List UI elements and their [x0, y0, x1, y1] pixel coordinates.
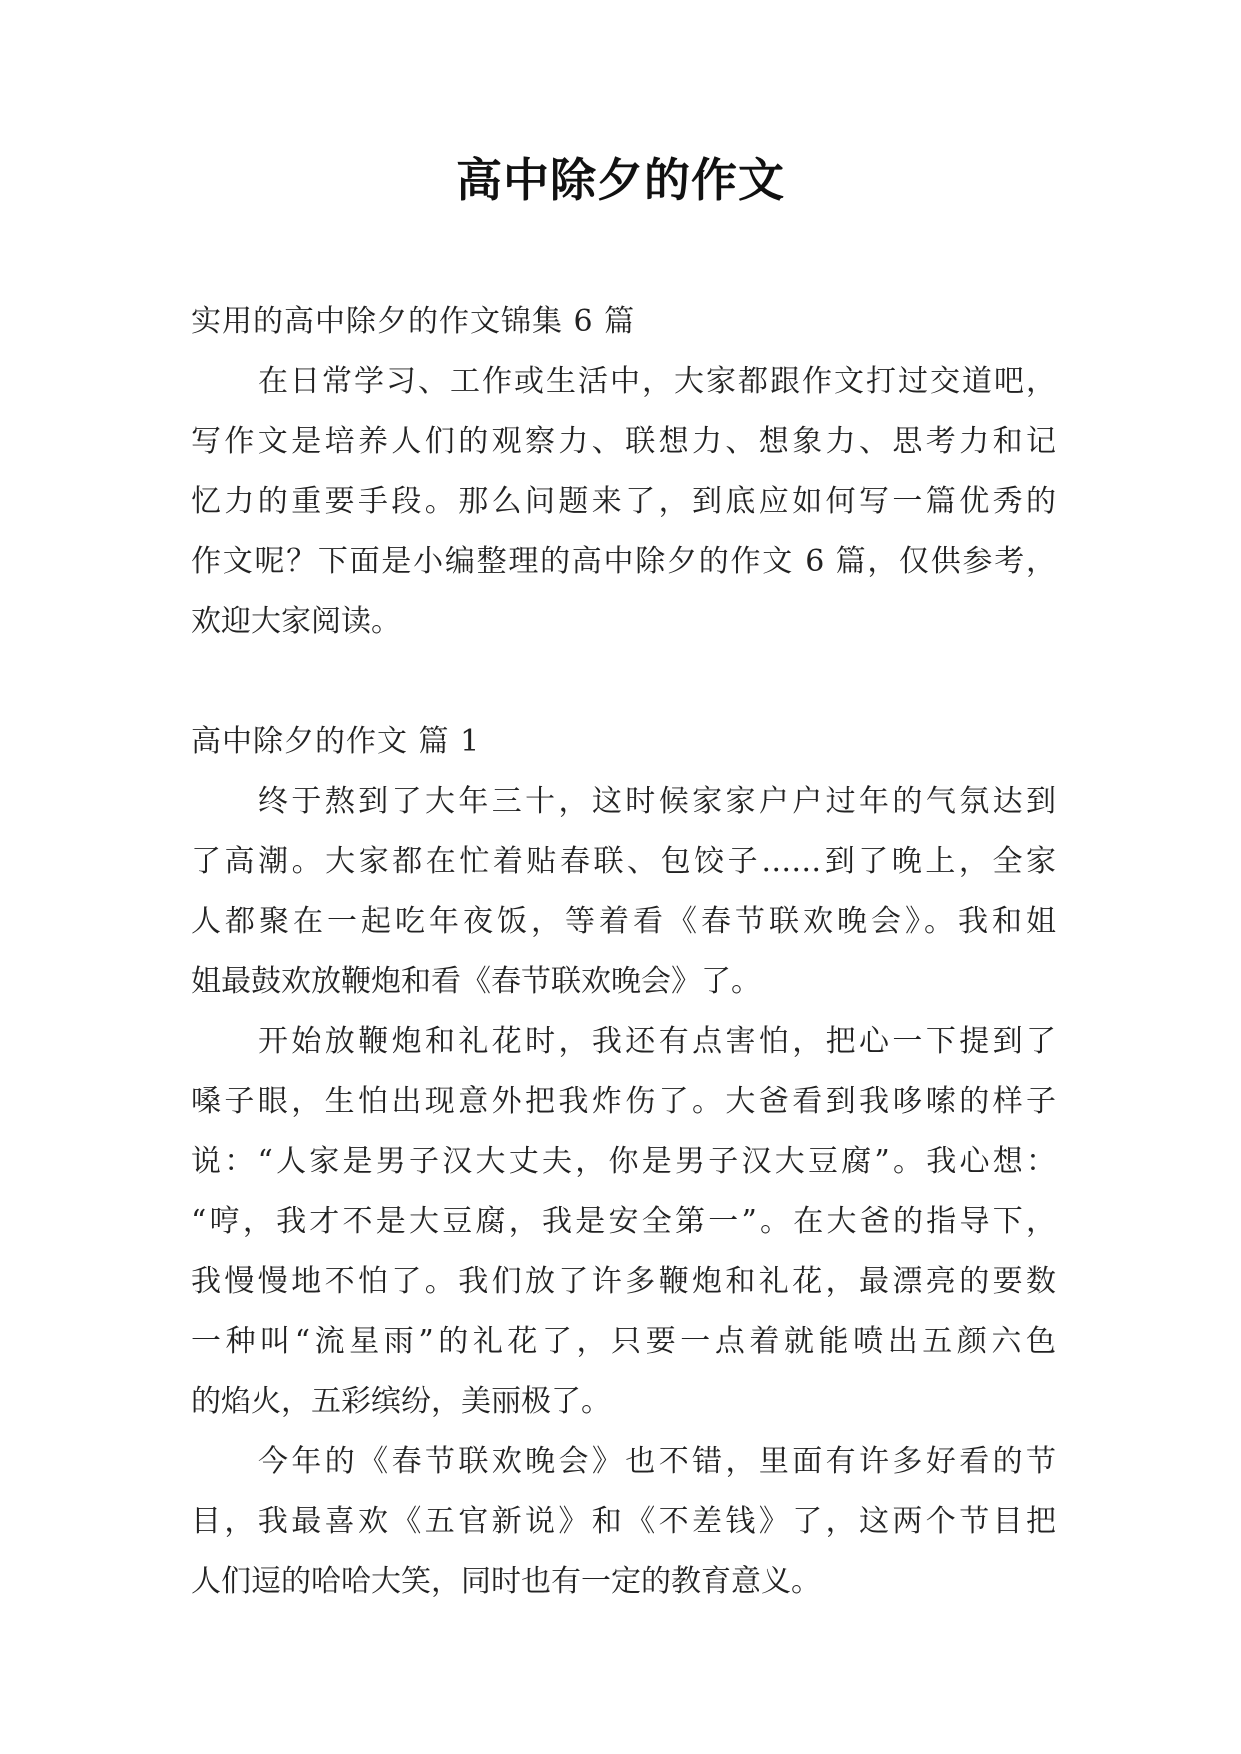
paragraph-line: 目，我最喜欢《五官新说》和《不差钱》了，这两个节目把	[191, 1504, 1056, 1539]
paragraph-line: “哼，我才不是大豆腐，我是安全第一”。在大爸的指导下，	[191, 1204, 1056, 1239]
section-heading: 高中除夕的作文 篇 1	[191, 724, 481, 759]
document-subtitle: 实用的高中除夕的作文锦集 6 篇	[191, 304, 636, 339]
paragraph-line: 人都聚在一起吃年夜饭，等着看《春节联欢晚会》。我和姐	[191, 904, 1056, 939]
paragraph-line: 我慢慢地不怕了。我们放了许多鞭炮和礼花，最漂亮的要数	[191, 1264, 1056, 1299]
paragraph-line: 嗓子眼，生怕出现意外把我炸伤了。大爸看到我哆嗦的样子	[191, 1084, 1056, 1119]
paragraph-line: 人们逗的哈哈大笑，同时也有一定的教育意义。	[191, 1564, 821, 1599]
paragraph-line: 今年的《春节联欢晚会》也不错，里面有许多好看的节	[258, 1444, 1056, 1479]
paragraph-line: 说：“人家是男子汉大丈夫，你是男子汉大豆腐”。我心想：	[191, 1144, 1056, 1179]
section-spacer	[191, 652, 1056, 712]
document-body	[191, 292, 1056, 1612]
document-title: 高中除夕的作文	[456, 153, 785, 207]
section1-paragraph-3	[191, 1432, 1056, 1612]
intro-paragraph	[191, 352, 1056, 652]
intro-line: 忆力的重要手段。那么问题来了，到底应如何写一篇优秀的	[191, 484, 1056, 519]
section1-paragraph-2	[191, 1012, 1056, 1432]
paragraph-line: 终于熬到了大年三十，这时候家家户户过年的气氛达到	[258, 784, 1056, 819]
paragraph-line: 姐最鼓欢放鞭炮和看《春节联欢晚会》了。	[191, 964, 761, 999]
intro-line: 欢迎大家阅读。	[191, 604, 401, 639]
paragraph-line: 一种叫“流星雨”的礼花了，只要一点着就能喷出五颜六色	[191, 1324, 1056, 1359]
paragraph-line: 了高潮。大家都在忙着贴春联、包饺子……到了晚上，全家	[191, 844, 1056, 879]
intro-line: 写作文是培养人们的观察力、联想力、想象力、思考力和记	[191, 424, 1056, 459]
intro-line: 作文呢？下面是小编整理的高中除夕的作文 6 篇，仅供参考，	[191, 544, 1056, 579]
paragraph-line: 开始放鞭炮和礼花时，我还有点害怕，把心一下提到了	[258, 1024, 1056, 1059]
section1-paragraph-1	[191, 772, 1056, 1012]
paragraph-line: 的焰火，五彩缤纷，美丽极了。	[191, 1384, 611, 1419]
intro-line: 在日常学习、工作或生活中，大家都跟作文打过交道吧，	[258, 364, 1056, 399]
